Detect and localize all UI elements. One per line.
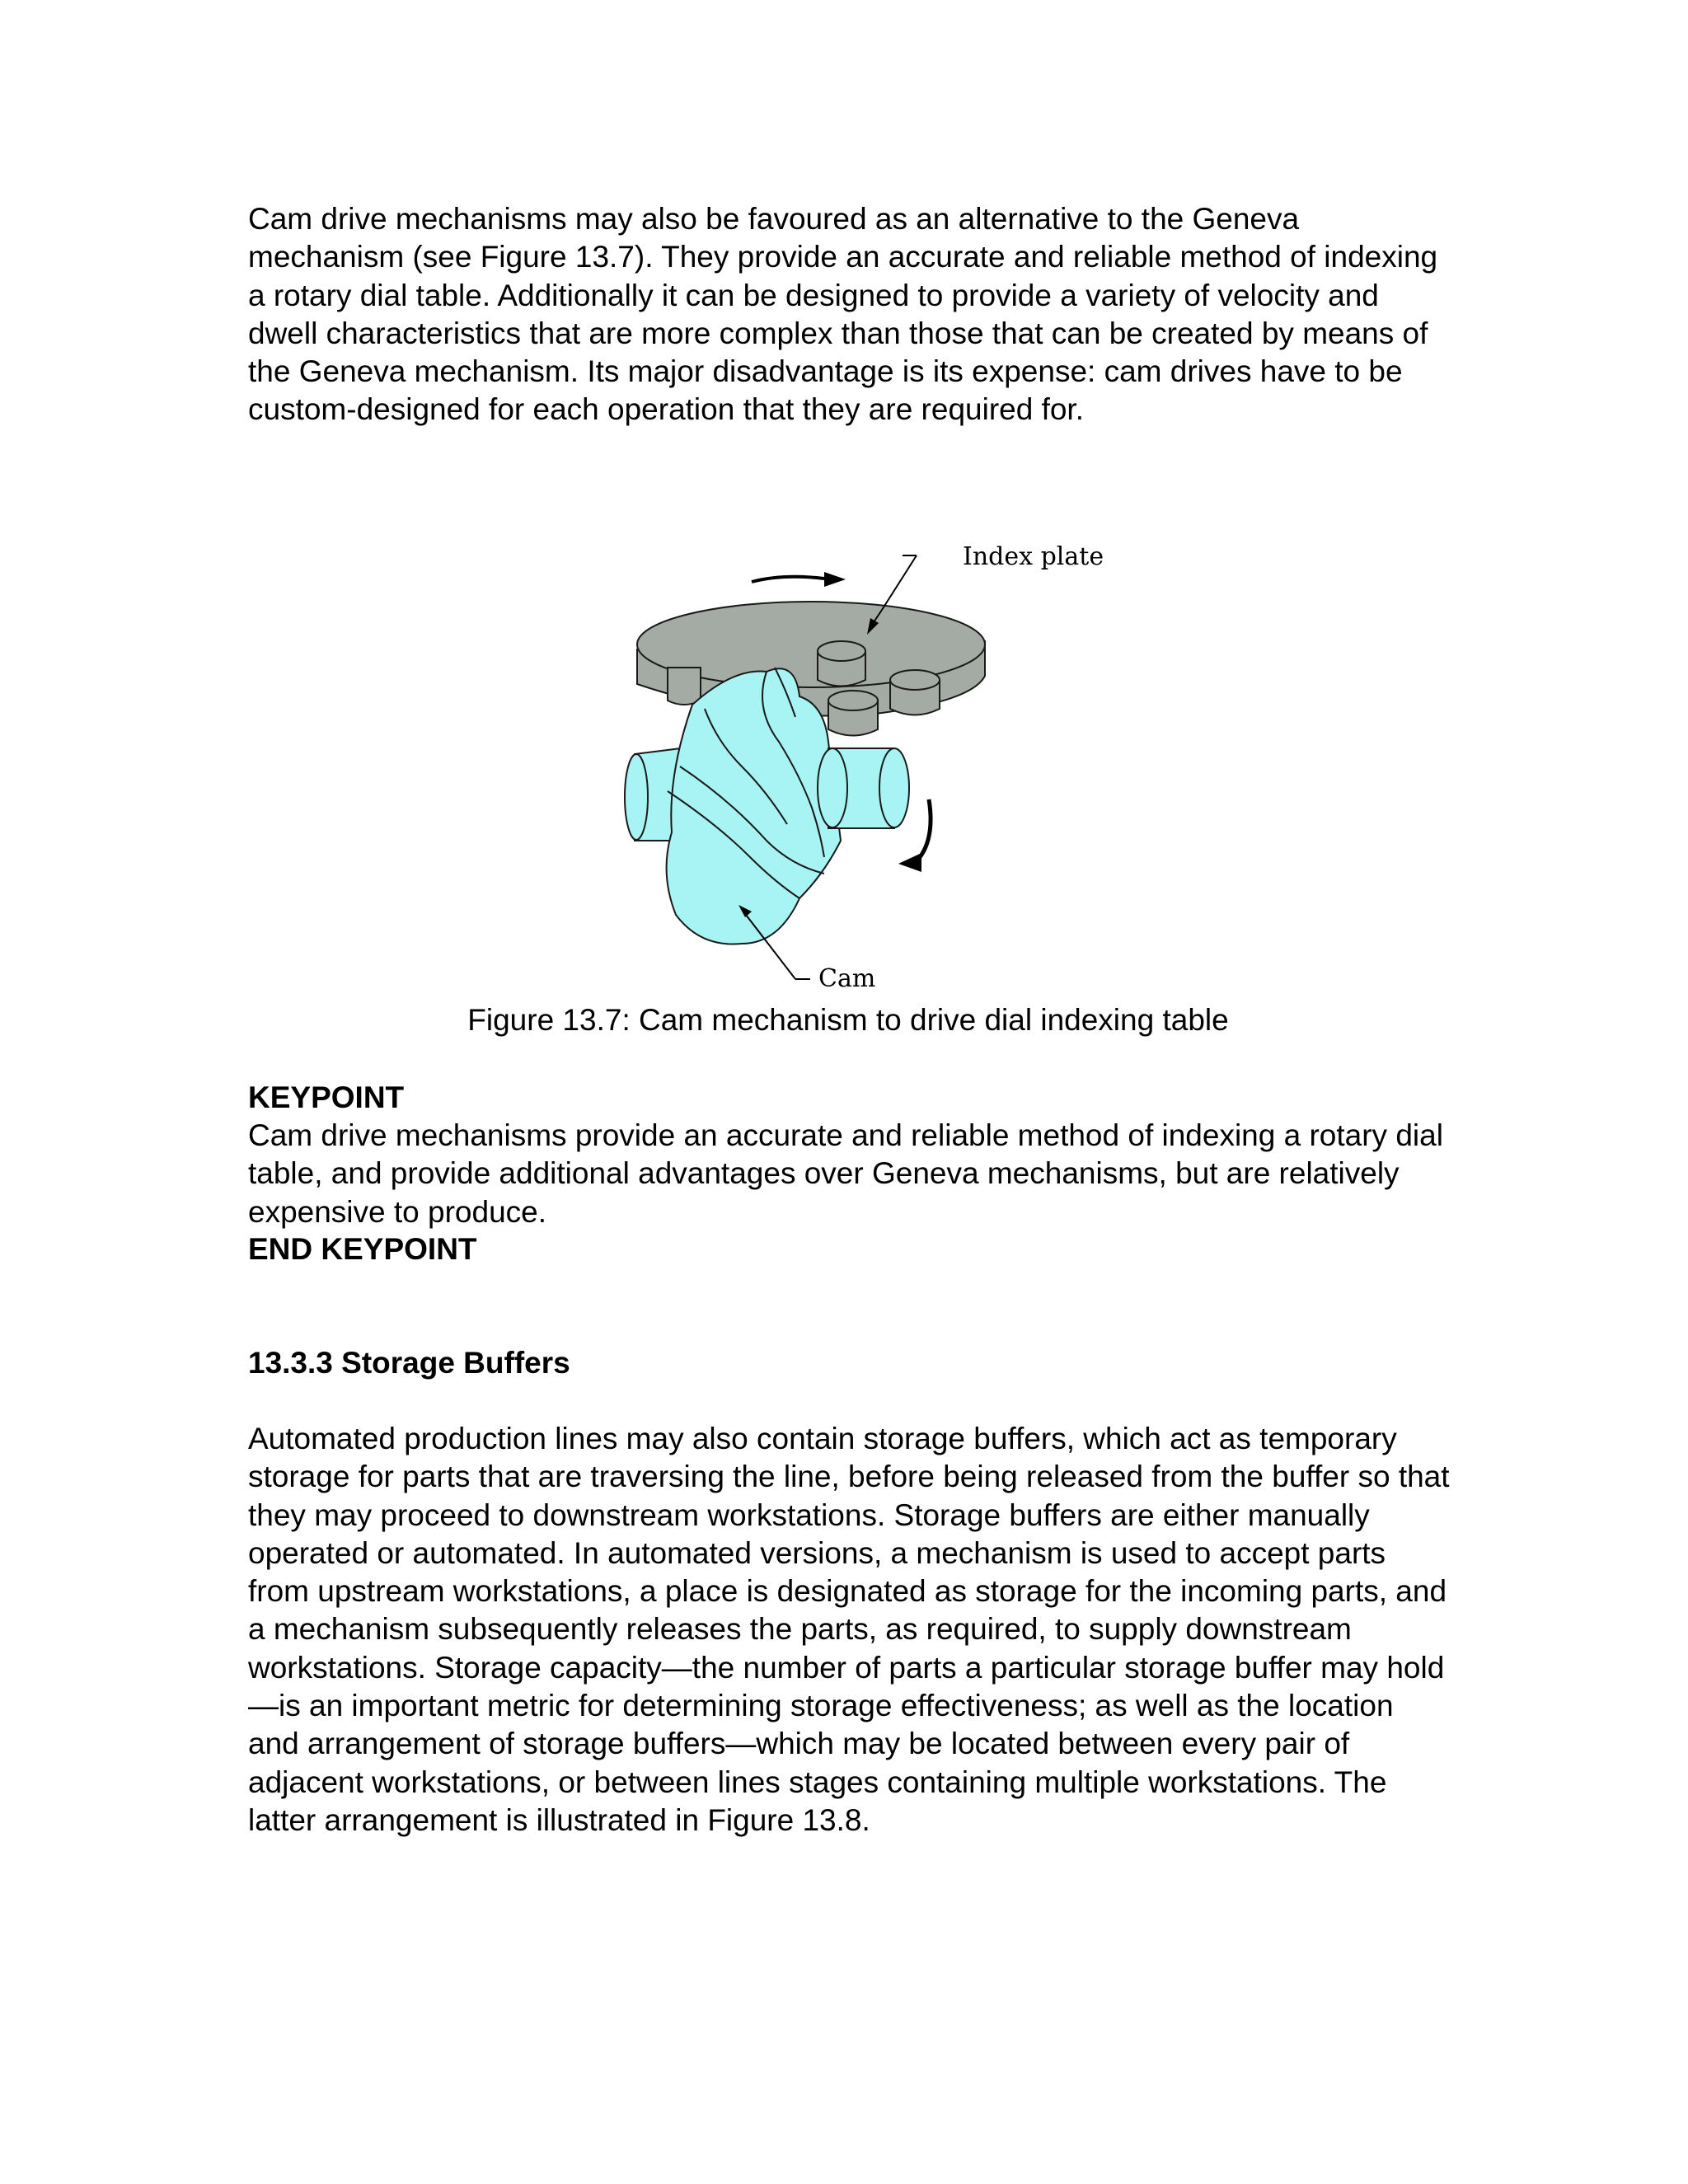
figure-caption: Figure 13.7: Cam mechanism to drive dial indexing table: [467, 1003, 1229, 1037]
storage-buffers-paragraph: Automated production lines may also contain storage buffers, which act as temporary storage for parts that are traversing the line, before being released from the buffer so that they may proceed to downstream workstations. Storage buffers are either manually operated or automated. In automated versions, a mechanism is used to accept parts from upstream workstations, a place is designated as storage for the incoming parts, and a mechanism subsequently releases the parts, as required, to supply downstream workstations. Storage capacity—the number of parts a particular storage buffer may hold—is an important metric for determining storage effectiveness; as well as the location and arrangement of storage buffers—which may be located between every pair of adjacent workstations, or between lines stages containing multiple workstations. The latter arrangement is illustrated in Figure 13.8.: [248, 1422, 1450, 1837]
rotation-arrow-top-head: [824, 572, 846, 587]
index-plate-label: Index plate: [963, 542, 1104, 571]
rotation-arrow-top: [752, 577, 824, 582]
intro-paragraph: Cam drive mechanisms may also be favoured as an alternative to the Geneva mechanism (see Figure 13.7). They provide an accurate and reliable method of indexing a rotary dial table. Additionally it can be designed to provide a variety of velocity and dwell characteristics that are more complex than those that can be created by means of the Geneva mechanism. Its major disadvantage is its expense: cam drives have to be custom-designed for each operation that they are required for.: [248, 202, 1438, 427]
rotation-arrow-right: [917, 799, 931, 861]
index-plate-leader-diag: [882, 555, 917, 610]
section-heading: 13.3.3 Storage Buffers: [248, 1346, 570, 1380]
cam-mechanism-figure: [577, 527, 1137, 997]
rotation-arrow-right-head: [898, 853, 921, 872]
keypoint-heading: KEYPOINT: [248, 1080, 405, 1114]
keypoint-body: Cam drive mechanisms provide an accurate and reliable method of indexing a rotary dial table, and provide additional advantages over Geneva mechanisms, but are relatively expensive to produce.: [248, 1118, 1443, 1229]
keypoint-end: END KEYPOINT: [248, 1232, 477, 1266]
cam-label: Cam: [818, 964, 876, 993]
